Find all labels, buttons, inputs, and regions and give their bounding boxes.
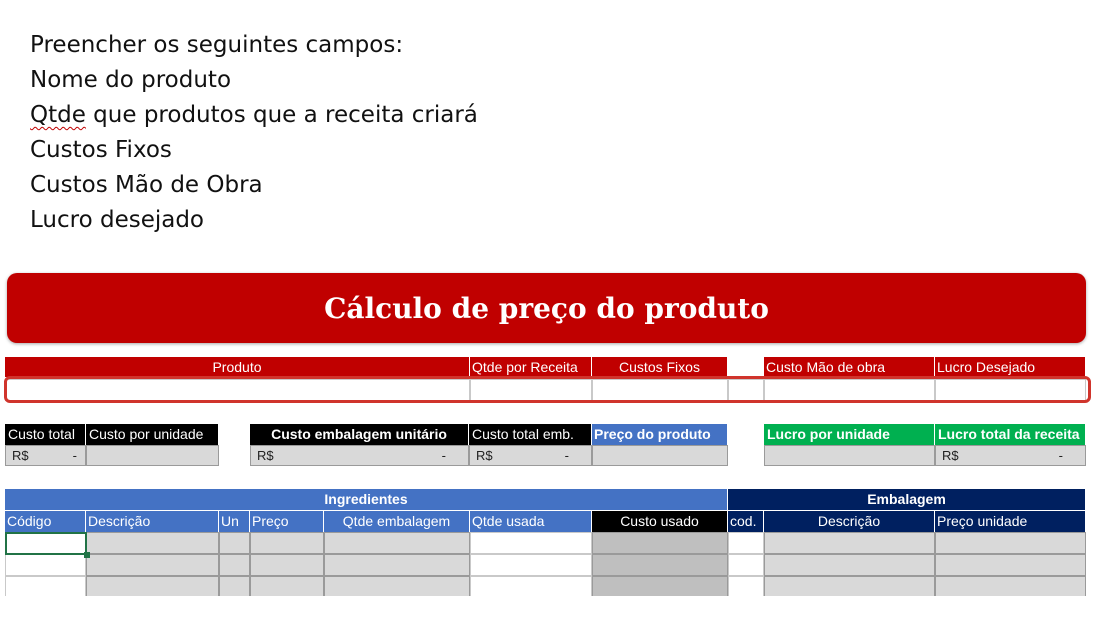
instruction-line-desired-profit: Lucro desejado	[30, 207, 205, 233]
cell-preco[interactable]	[250, 554, 324, 576]
group-header-ingredientes: Ingredientes	[5, 489, 728, 510]
cell-emb-preco-unidade[interactable]	[935, 532, 1086, 554]
value-lucro-total-receita[interactable]	[935, 445, 1086, 466]
cell-custo-usado[interactable]	[592, 532, 728, 554]
cell-custo-usado[interactable]	[592, 554, 728, 576]
cell-emb-descricao[interactable]	[764, 576, 935, 596]
currency-label: R$	[942, 448, 959, 463]
header-lucro-por-unidade: Lucro por unidade	[764, 424, 935, 445]
cell-descricao[interactable]	[86, 532, 219, 554]
value-lucro-por-unidade[interactable]	[764, 445, 935, 466]
currency-label: R$	[476, 448, 493, 463]
header-produto: Produto	[5, 357, 470, 377]
header-lucro-total-receita: Lucro total da receita	[935, 424, 1086, 445]
cell-un[interactable]	[219, 576, 250, 596]
instruction-line-fixed-costs: Custos Fixos	[30, 137, 172, 163]
value-dash: -	[441, 448, 446, 463]
header-custo-total: Custo total	[5, 424, 86, 445]
value-dash: -	[1058, 448, 1063, 463]
spellcheck-word[interactable]: Qtde	[30, 102, 86, 128]
col-header-qtde-embalagem: Qtde embalagem	[324, 511, 470, 532]
header-preco-do-produto: Preço do produto	[592, 424, 728, 445]
col-header-emb-descricao: Descrição	[764, 511, 935, 532]
cell-qtde-usada[interactable]	[470, 576, 592, 596]
cell-codigo[interactable]	[5, 554, 86, 576]
value-custo-total-emb[interactable]	[469, 445, 592, 466]
col-header-preco-unidade: Preço unidade	[935, 511, 1086, 532]
col-header-qtde-usada: Qtde usada	[470, 511, 592, 532]
cell-qtde-embalagem[interactable]	[324, 576, 470, 596]
cell-un[interactable]	[219, 532, 250, 554]
title-banner	[7, 273, 1086, 343]
instruction-line-labor-costs: Custos Mão de Obra	[30, 172, 263, 198]
cell-qtde-embalagem[interactable]	[324, 554, 470, 576]
col-header-cod: cod.	[728, 511, 764, 532]
value-custo-total[interactable]	[5, 445, 86, 466]
cell-descricao[interactable]	[86, 576, 219, 596]
header-custo-total-emb: Custo total emb.	[469, 424, 592, 445]
group-header-embalagem: Embalagem	[728, 489, 1086, 510]
cell-emb-preco-unidade[interactable]	[935, 554, 1086, 576]
cell-preco[interactable]	[250, 532, 324, 554]
instruction-line-quantity: Qtde que produtos que a receita criará	[30, 102, 478, 128]
cell-qtde-embalagem[interactable]	[324, 532, 470, 554]
header-custo-embalagem-unitario: Custo embalagem unitário	[250, 424, 469, 445]
cell-emb-descricao[interactable]	[764, 554, 935, 576]
cell-emb-cod[interactable]	[728, 532, 764, 554]
col-header-un: Un	[219, 511, 250, 532]
header-qtde-por-receita: Qtde por Receita	[470, 357, 592, 377]
header-lucro-desejado: Lucro Desejado	[935, 357, 1086, 377]
cell-codigo[interactable]	[5, 576, 86, 596]
cell-un[interactable]	[219, 554, 250, 576]
value-dash: -	[72, 448, 77, 463]
col-header-custo-usado: Custo usado	[592, 511, 728, 532]
value-preco-do-produto[interactable]	[592, 445, 728, 466]
cell-preco[interactable]	[250, 576, 324, 596]
value-dash: -	[564, 448, 569, 463]
col-header-codigo: Código	[5, 511, 86, 532]
cell-emb-descricao[interactable]	[764, 532, 935, 554]
instructions-text	[30, 28, 478, 238]
cell-emb-cod[interactable]	[728, 576, 764, 596]
header-custo-mao-de-obra: Custo Mão de obra	[764, 357, 935, 377]
currency-label: R$	[257, 448, 274, 463]
value-custo-por-unidade[interactable]	[86, 445, 219, 466]
currency-label: R$	[12, 448, 29, 463]
instruction-line-product-name: Nome do produto	[30, 67, 232, 93]
cell-custo-usado[interactable]	[592, 576, 728, 596]
header-custos-fixos: Custos Fixos	[592, 357, 728, 377]
cell-qtde-usada[interactable]	[470, 554, 592, 576]
col-header-preco: Preço	[250, 511, 324, 532]
value-custo-embalagem-unitario[interactable]	[250, 445, 469, 466]
required-fields-highlight	[4, 376, 1091, 403]
cell-descricao[interactable]	[86, 554, 219, 576]
cell-emb-cod[interactable]	[728, 554, 764, 576]
instructions-heading: Preencher os seguintes campos:	[30, 32, 404, 58]
col-header-descricao: Descrição	[86, 511, 219, 532]
cell-qtde-usada[interactable]	[470, 532, 592, 554]
fill-handle[interactable]	[84, 552, 90, 558]
banner-title: Cálculo de preço do produto	[324, 291, 769, 325]
cell-emb-preco-unidade[interactable]	[935, 576, 1086, 596]
header-custo-por-unidade: Custo por unidade	[86, 424, 219, 445]
selected-cell[interactable]	[5, 532, 87, 555]
